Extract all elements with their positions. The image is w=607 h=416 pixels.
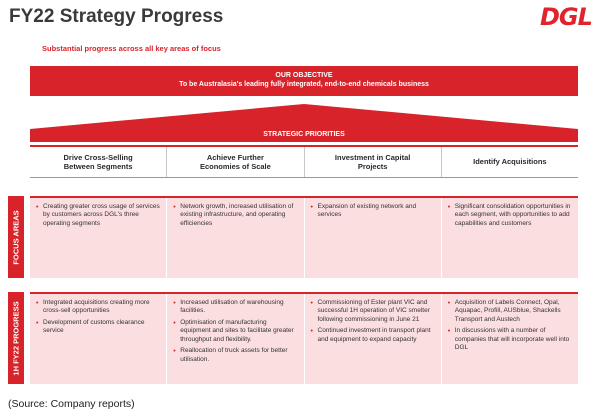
priority-cell: Drive Cross-Selling Between Segments [30, 147, 167, 177]
bullet-item: • In discussions with a number of companies that will incorporate well into DGL [448, 327, 572, 352]
bullet-item: • Increased utilisation of warehousing facilities. [173, 299, 297, 316]
bullet-list [173, 299, 297, 364]
bullet-item: • Reallocation of truck assets for better utilisation. [173, 347, 297, 364]
bullet-list [448, 299, 572, 353]
bullet-list [36, 203, 160, 228]
bullet-item: • Significant consolidation opportunities in each segment, with opportunities to add capabilities and customers [448, 203, 572, 228]
priorities-heading: STRATEGIC PRIORITIES [263, 131, 345, 138]
focus-areas-cell [305, 198, 442, 278]
bullet-list [36, 299, 160, 336]
priority-cell: Investment in Capital Projects [305, 147, 442, 177]
bullet-item: • Expansion of existing network and services [311, 203, 435, 220]
progress-label: 1H FY22 PROGRESS [8, 292, 24, 384]
focus-areas-row [30, 196, 578, 278]
bullet-item: • Integrated acquisitions creating more cross-sell opportunities [36, 299, 160, 316]
priorities-banner [30, 104, 578, 146]
bullet-list [173, 203, 297, 228]
focus-areas-label: FOCUS AREAS [8, 196, 24, 278]
focus-areas-cell [167, 198, 304, 278]
company-logo: DGL [540, 3, 592, 31]
objective-box [30, 66, 578, 96]
progress-cell [305, 294, 442, 384]
objective-heading: OUR OBJECTIVE [275, 72, 333, 79]
bullet-list [448, 203, 572, 228]
progress-row [30, 292, 578, 384]
slide-subtitle: Substantial progress across all key areas of focus [42, 44, 221, 53]
bullet-item: • Acquisition of Labels Connect, Opal, Aquapac, Profill, AUSblue, Shackells Transport and Austech [448, 299, 572, 324]
bullet-item: • Network growth, increased utilisation of existing infrastructure, and operating efficiencies [173, 203, 297, 228]
bullet-item: • Development of customs clearance service [36, 319, 160, 336]
source-note: (Source: Company reports) [8, 398, 135, 410]
bullet-item: • Optimisation of manufacturing equipment and sites to facilitate greater throughput and flexibility. [173, 319, 297, 344]
bullet-item: • Creating greater cross usage of services by customers across DGL's three operating segments [36, 203, 160, 228]
bullet-list [311, 203, 435, 220]
focus-areas-cell [30, 198, 167, 278]
progress-cell [442, 294, 578, 384]
priorities-row [30, 145, 578, 178]
progress-cell [30, 294, 167, 384]
page-title: FY22 Strategy Progress [9, 6, 224, 27]
bullet-item: • Continued investment in transport plant and equipment to expand capacity [311, 327, 435, 344]
focus-areas-cell [442, 198, 578, 278]
objective-text: To be Australasia's leading fully integrated, end-to-end chemicals business [179, 81, 429, 88]
priority-cell: Achieve Further Economies of Scale [167, 147, 304, 177]
progress-cell [167, 294, 304, 384]
bullet-item: • Commissioning of Ester plant VIC and successful 1H operation of VIC smelter following commissioning in June 21 [311, 299, 435, 324]
bullet-list [311, 299, 435, 344]
priority-cell: Identify Acquisitions [473, 157, 547, 167]
